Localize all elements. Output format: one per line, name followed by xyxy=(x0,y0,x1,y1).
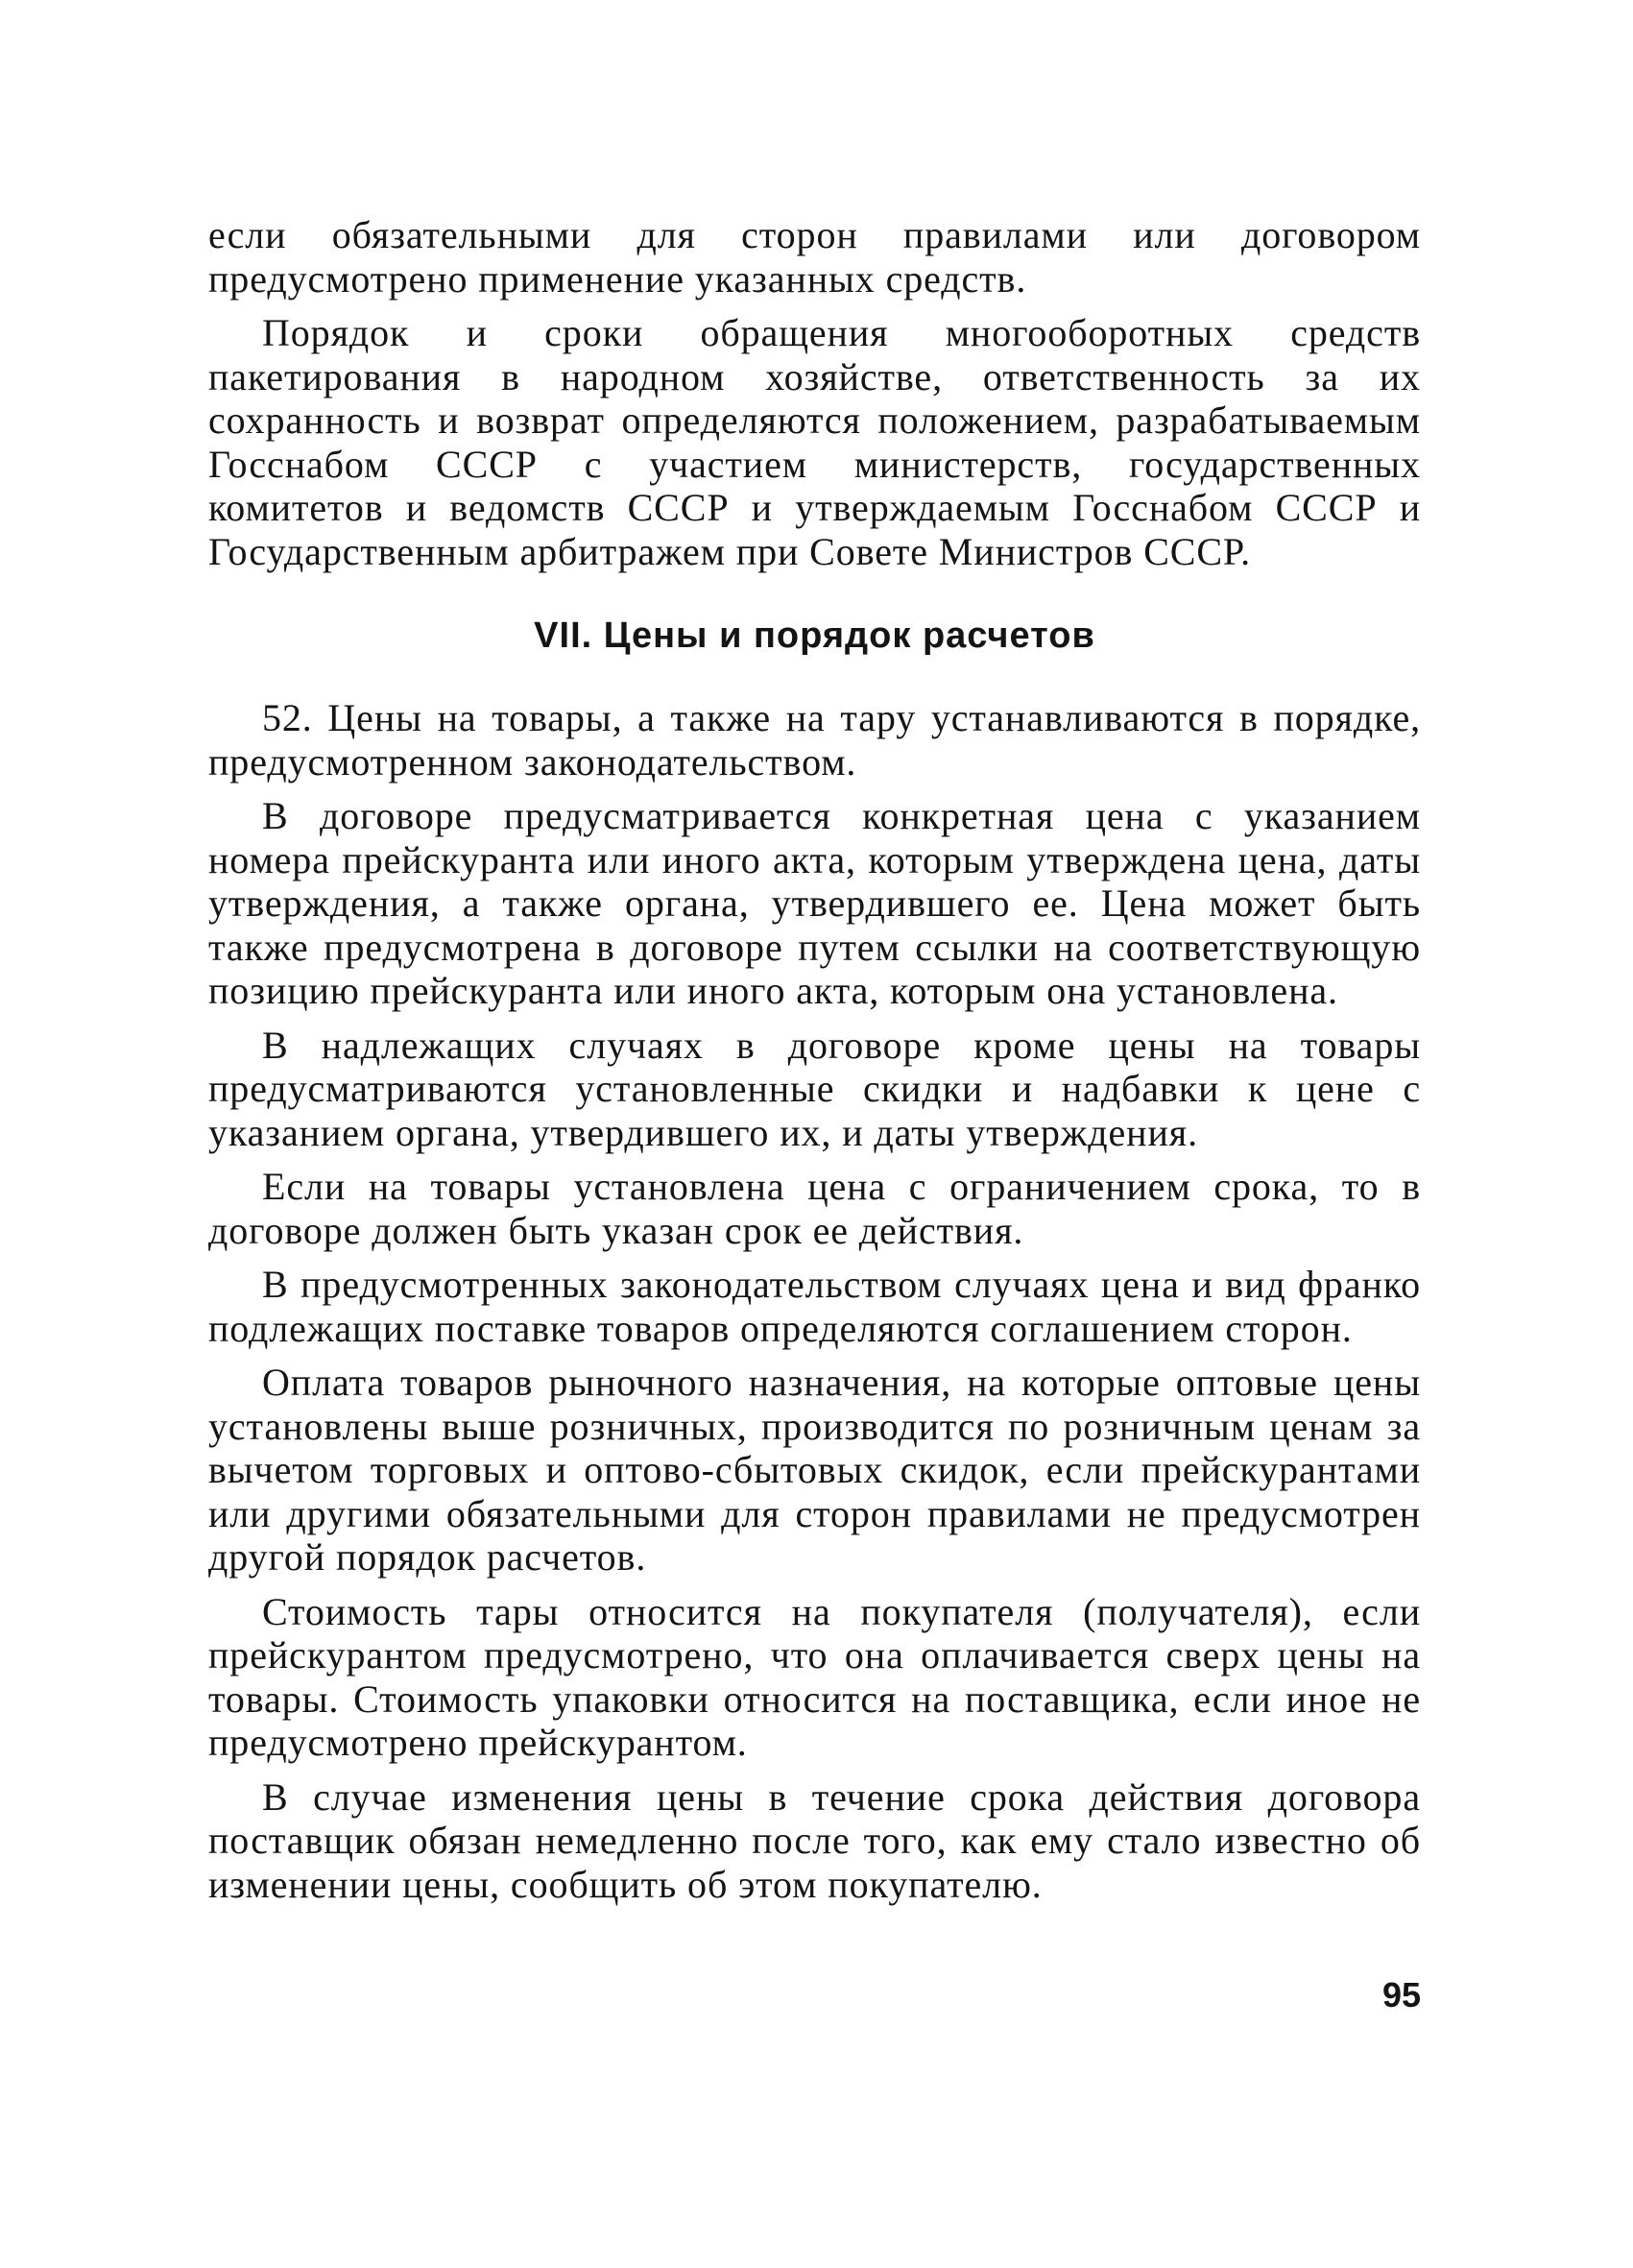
paragraph: Порядок и сроки обращения многооборотных средств пакетирования в народном хозяйстве, ответственность за их сохранность и возврат определяются положением, разрабатываемым Госснабом СССР с участием министерств, государственных комитетов и ведомств СССР и утверждаемым Госснабом СССР и Государственным арбитражем при Совете Министров СССР. xyxy=(208,311,1421,573)
paragraph: В предусмотренных законодательством случаях цена и вид франко подлежащих поставке товаров определяются соглашением сторон. xyxy=(208,1263,1421,1350)
paragraph: Стоимость тары относится на покупателя (получателя), если прейскурантом предусмотрено, что она оплачивается сверх цены на товары. Стоимость упаковки относится на поставщика, если иное не предусмотрено прейскурантом. xyxy=(208,1589,1421,1764)
paragraph: если обязательными для сторон правилами или договором предусмотрено применение указанных средств. xyxy=(208,213,1421,301)
paragraph: В случае изменения цены в течение срока действия договора поставщик обязан немедленно после того, как ему стало известно об изменении цены, сообщить об этом покупателю. xyxy=(208,1774,1421,1906)
paragraph: В договоре предусматривается конкретная цена с указанием номера прейскуранта или иного акта, которым утверждена цена, даты утверждения, а также органа, утвердившего ее. Цена может быть также предусмотрена в договоре путем ссылки на соответствующую позицию прейскуранта или иного акта, которым она установлена. xyxy=(208,794,1421,1012)
paragraph: 52. Цены на товары, а также на тару устанавливаются в порядке, предусмотренном законодательством. xyxy=(208,696,1421,784)
page-number: 95 xyxy=(1381,1975,1421,2015)
paragraph: Если на товары установлена цена с ограничением срока, то в договоре должен быть указан срок ее действия. xyxy=(208,1165,1421,1252)
paragraph: В надлежащих случаях в договоре кроме цены на товары предусматриваются установленные скидки и надбавки к цене с указанием органа, утвердившего их, и даты утверждения. xyxy=(208,1023,1421,1154)
page-body xyxy=(208,213,1421,1906)
paragraph: Оплата товаров рыночного назначения, на которые оптовые цены установлены выше розничных, производится по розничным ценам за вычетом торговых и оптово-сбытовых скидок, если прейскурантами или другими обязательными для сторон правилами не предусмотрен другой порядок расчетов. xyxy=(208,1361,1421,1579)
section-heading: VII. Цены и порядок расчетов xyxy=(534,615,1095,656)
